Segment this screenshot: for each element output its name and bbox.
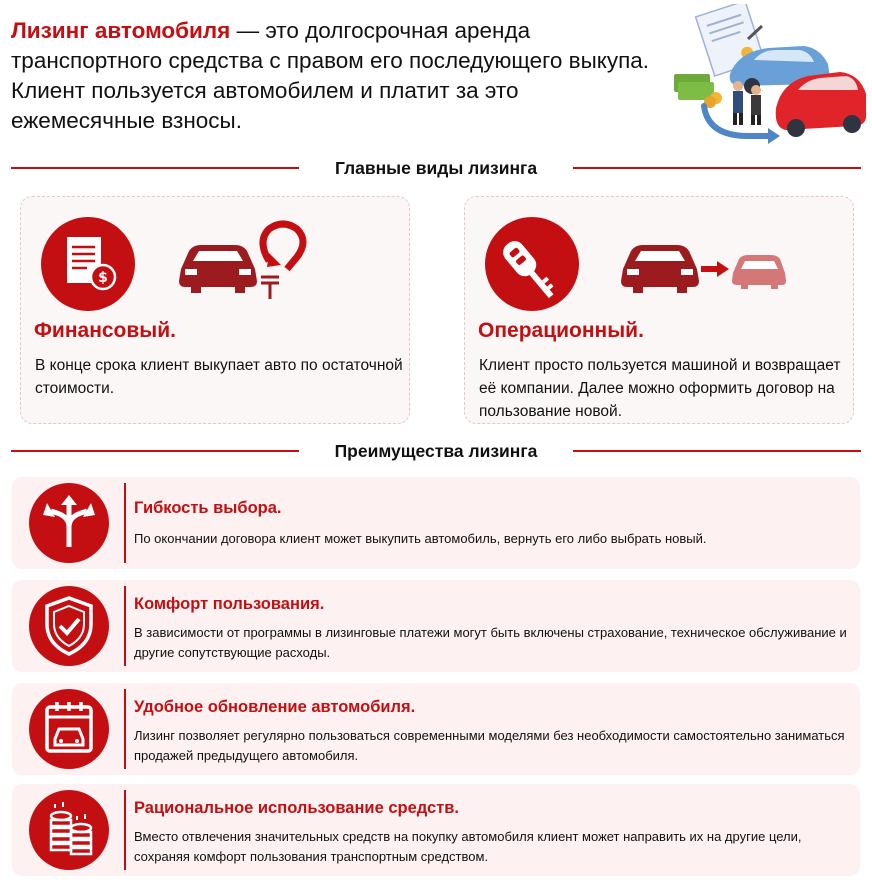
document-money-icon <box>41 217 135 311</box>
divider-line <box>573 450 861 452</box>
advantage-description: По окончании договора клиент может выкупить автомобиль, вернуть его либо выбрать новый. <box>134 531 707 546</box>
card-divider <box>124 483 126 563</box>
coin-stack-icon <box>29 790 109 870</box>
card-divider <box>124 689 126 769</box>
advantage-card <box>12 683 860 775</box>
car-return-icon <box>173 217 313 307</box>
car-key-icon <box>485 217 579 311</box>
type-description: Клиент просто пользуется машиной и возвращает её компании. Далее можно оформить договор на пользование новой. <box>479 357 841 420</box>
advantage-title: Рациональное использование средств. <box>134 799 459 817</box>
advantage-title: Гибкость выбора. <box>134 499 282 517</box>
advantages-section-title: Преимущества лизинга <box>334 441 538 461</box>
type-card-operational <box>464 196 854 424</box>
intro-paragraph <box>11 16 661 136</box>
type-title: Операционный. <box>478 319 644 342</box>
intro-text: — это долгосрочная аренда транспортного средства с правом его последующего выкупа. Клиент пользуется автомобилем и платит за это ежемесячные взносы. <box>11 18 650 133</box>
car-swap-icon <box>619 217 789 307</box>
advantage-card <box>12 580 860 672</box>
type-description: В конце срока клиент выкупает авто по остаточной стоимости. <box>35 357 403 397</box>
types-section-header <box>11 156 861 180</box>
advantages-section-header <box>11 439 861 463</box>
types-section-title: Главные виды лизинга <box>334 158 538 178</box>
leasing-hero-illustration <box>668 4 868 154</box>
type-title: Финансовый. <box>34 319 176 342</box>
type-card-financial <box>20 196 410 424</box>
shield-check-icon <box>29 586 109 666</box>
advantage-card <box>12 784 860 876</box>
advantage-description: Лизинг позволяет регулярно пользоваться современными моделями без необходимости самостоятельно заниматься продажей предыдущего автомобиля. <box>134 728 845 763</box>
advantage-card <box>12 477 860 569</box>
advantage-title: Комфорт пользования. <box>134 595 325 613</box>
card-divider <box>124 586 126 666</box>
intro-term: Лизинг автомобиля <box>11 18 231 43</box>
advantage-title: Удобное обновление автомобиля. <box>134 698 416 716</box>
svg-text:$: $ <box>98 270 108 286</box>
card-divider <box>124 790 126 870</box>
calendar-car-icon <box>29 689 109 769</box>
advantage-description: В зависимости от программы в лизинговые платежи могут быть включены страхование, техническое обслуживание и другие сопутствующие расходы. <box>134 625 847 660</box>
advantage-description: Вместо отвлечения значительных средств на покупку автомобиля клиент может направить их на другие цели, сохраняя комфорт пользования транспортным средством. <box>134 829 802 864</box>
divider-line <box>573 167 861 169</box>
branching-arrows-icon <box>29 483 109 563</box>
